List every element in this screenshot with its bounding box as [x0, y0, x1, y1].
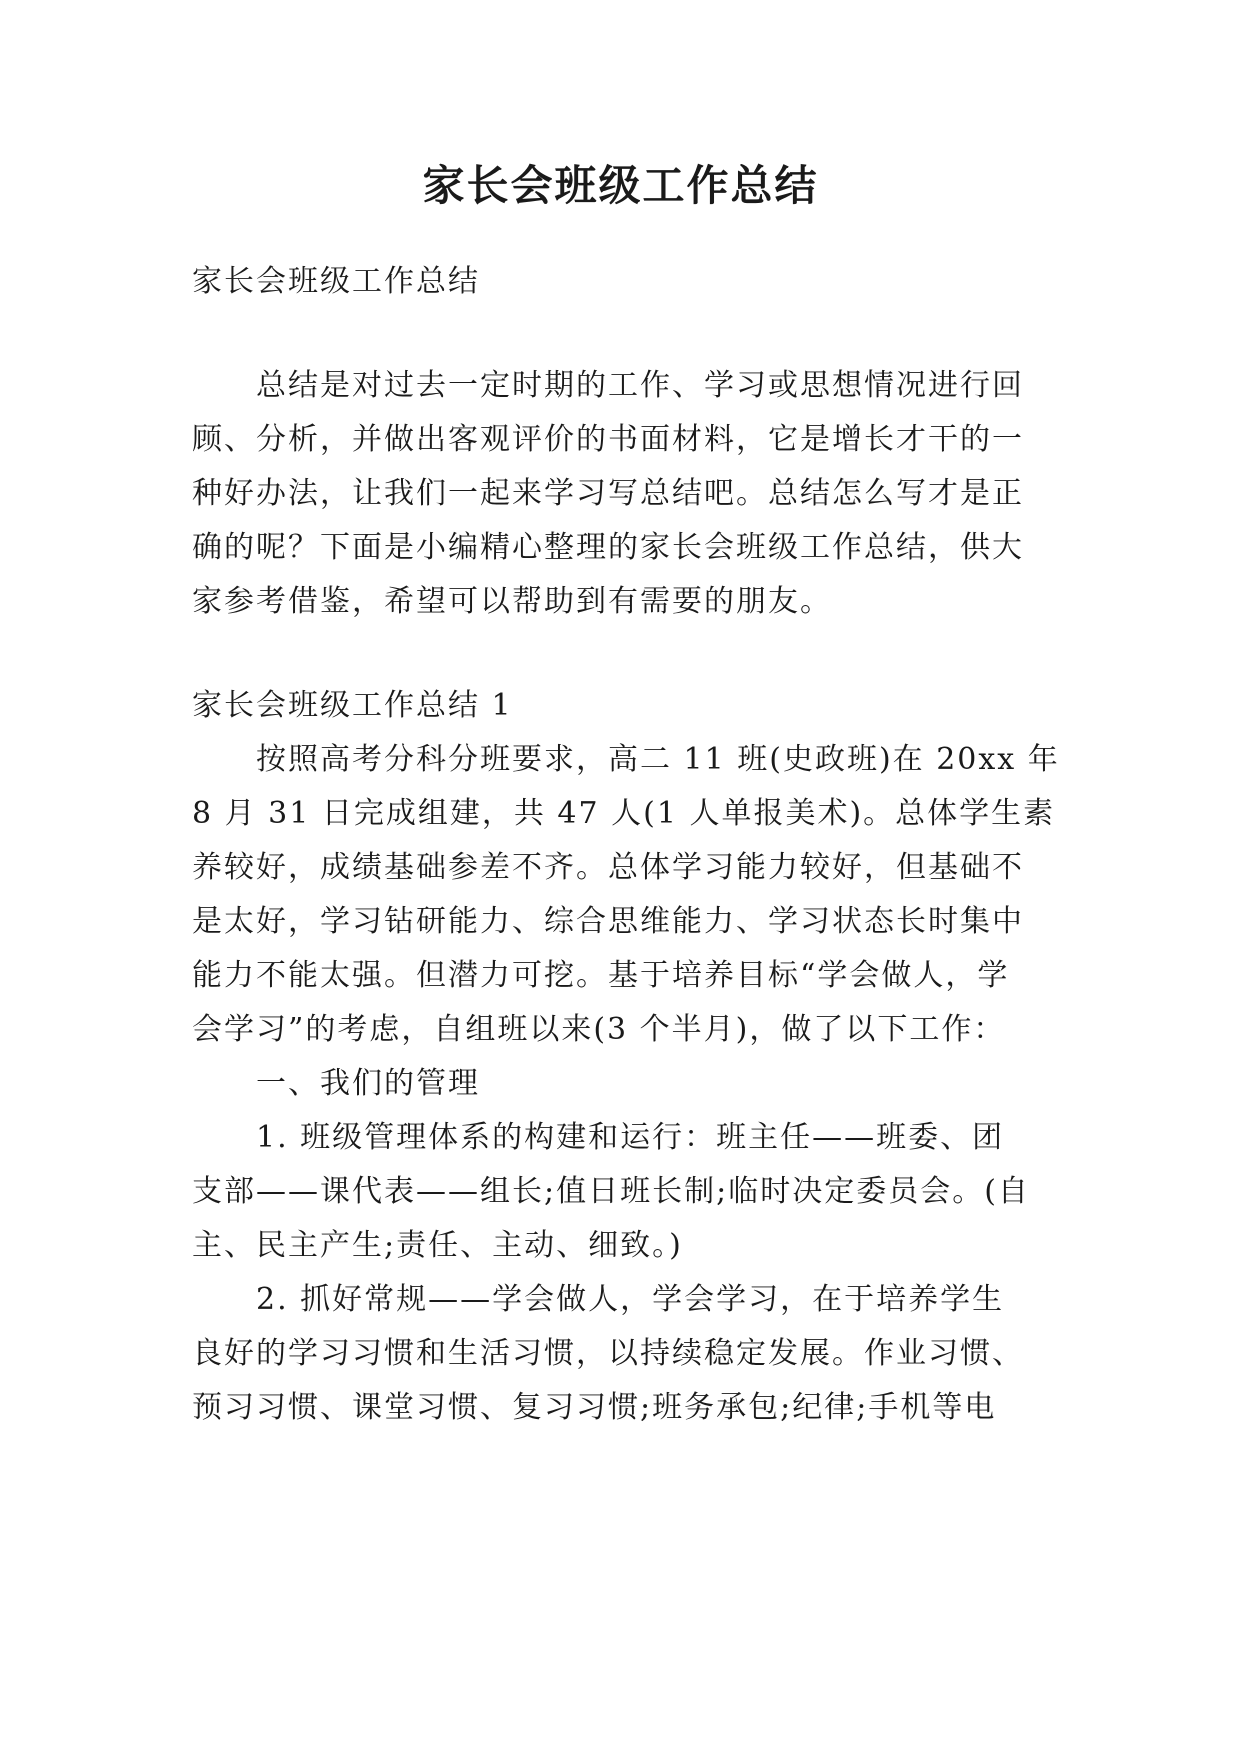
- body-line: 1. 班级管理体系的构建和运行：班主任——班委、团: [256, 1120, 1005, 1155]
- subtitle-line: 家长会班级工作总结: [192, 264, 480, 299]
- body-line: 能力不能太强。但潜力可挖。基于培养目标“学会做人，学: [192, 958, 1010, 993]
- subsection-heading: 一、我们的管理: [256, 1066, 480, 1101]
- section-heading: 家长会班级工作总结 1: [192, 688, 513, 723]
- body-line: 总结是对过去一定时期的工作、学习或思想情况进行回: [256, 368, 1024, 403]
- body-line: 确的呢？下面是小编精心整理的家长会班级工作总结，供大: [192, 530, 1024, 565]
- body-line: 家参考借鉴，希望可以帮助到有需要的朋友。: [192, 584, 832, 619]
- body-line: 预习习惯、课堂习惯、复习习惯;班务承包;纪律;手机等电: [192, 1390, 997, 1425]
- document-title: 家长会班级工作总结: [422, 161, 819, 210]
- body-line: 主、民主产生;责任、主动、细致。): [192, 1228, 683, 1263]
- body-line: 会学习”的考虑，自组班以来(3 个半月)，做了以下工作：: [192, 1012, 1006, 1047]
- body-line: 养较好，成绩基础参差不齐。总体学习能力较好，但基础不: [192, 850, 1024, 885]
- body-line: 按照高考分科分班要求，高二 11 班(史政班)在 20xx 年: [256, 742, 1060, 777]
- body-line: 顾、分析，并做出客观评价的书面材料，它是增长才干的一: [192, 422, 1024, 457]
- body-line: 8 月 31 日完成组建，共 47 人(1 人单报美术)。总体学生素: [192, 796, 1056, 831]
- body-line: 2. 抓好常规——学会做人，学会学习，在于培养学生: [256, 1282, 1005, 1317]
- body-line: 是太好，学习钻研能力、综合思维能力、学习状态长时集中: [192, 904, 1024, 939]
- body-line: 种好办法，让我们一起来学习写总结吧。总结怎么写才是正: [192, 476, 1024, 511]
- body-line: 良好的学习习惯和生活习惯，以持续稳定发展。作业习惯、: [192, 1336, 1024, 1371]
- body-line: 支部——课代表——组长;值日班长制;临时决定委员会。(自: [192, 1174, 1030, 1209]
